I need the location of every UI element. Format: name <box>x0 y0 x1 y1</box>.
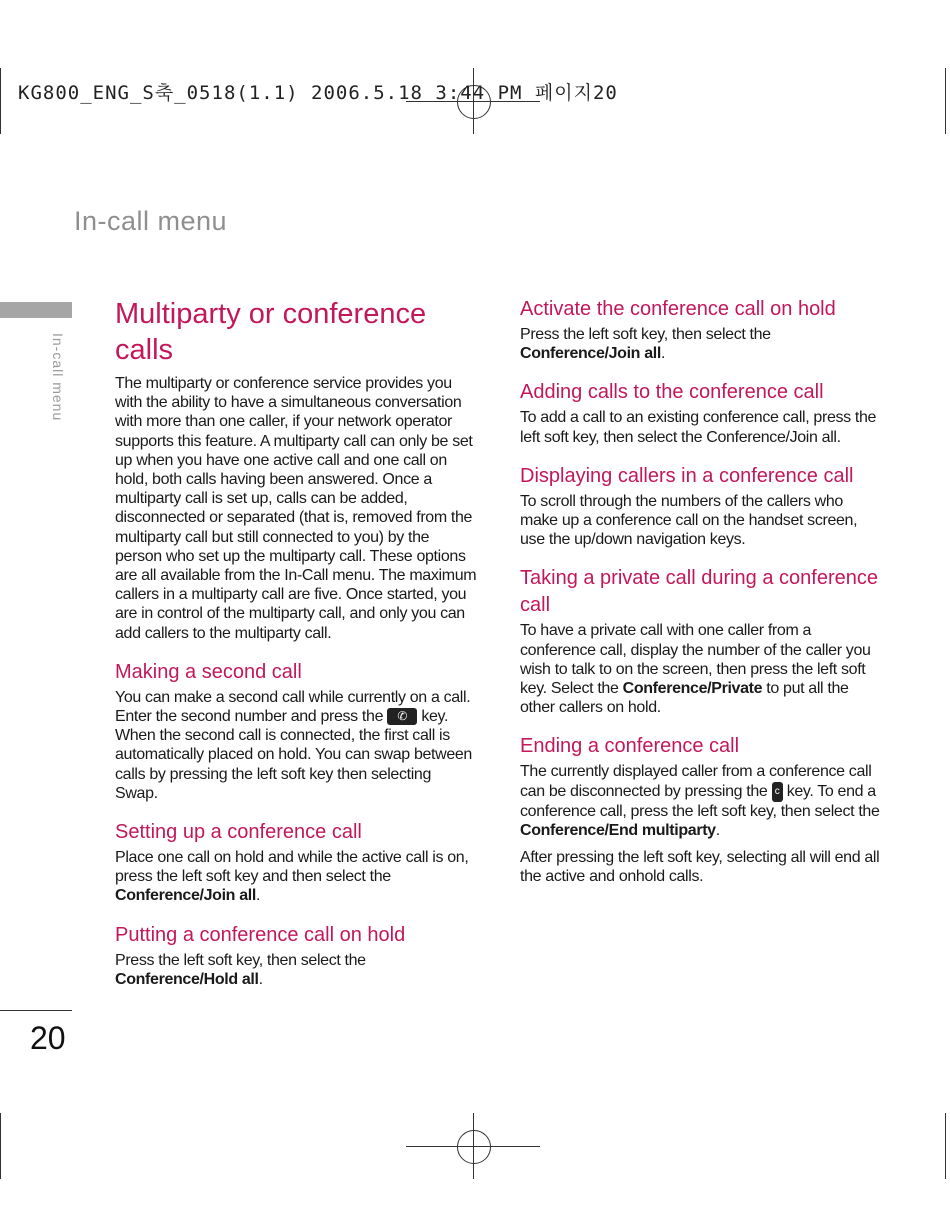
displaying-heading: Displaying callers in a conference call <box>520 464 854 487</box>
making-second-call-section <box>115 659 477 803</box>
private-call-paragraph: To have a private call with one caller from a conference call, display the number of the caller you wish to talk to on the screen, then press the left soft key. Select the Conference/Private to put all the other callers on hold. <box>520 622 871 717</box>
setting-up-heading: Setting up a conference call <box>115 821 362 844</box>
page-number: 20 <box>30 1020 66 1056</box>
setting-up-paragraph: Place one call on hold and while the active call is on, press the left soft key and then select the Conference/Join all. <box>115 849 469 905</box>
menu-path: Conference/Join all <box>115 887 256 905</box>
intro-paragraph: The multiparty or conference service provides you with the ability to have a simultaneous conversation with more than one caller, if your network operator supports this feature. A multiparty call can only be set up when you have one active call and one call on hold, both calls having been answered. Once a multiparty call is set up, calls can be added, disconnected or separated (that is, removed from the multiparty call but still connected to you) by the person who set up the multiparty call. These options are all available from the In-Call menu. The maximum callers in a multiparty call are five. Once started, you are in control of the multiparty call, and only you can add callers to the multiparty call. <box>115 375 477 642</box>
putting-on-hold-heading: Putting a conference call on hold <box>115 923 406 946</box>
displaying-paragraph: To scroll through the numbers of the callers who make up a conference call on the handset screen, use the up/down navigation keys. <box>520 492 858 549</box>
registration-circle-bottom <box>457 1130 491 1164</box>
menu-path: Conference/Hold all <box>115 970 259 988</box>
left-column <box>115 296 477 1005</box>
side-tab-label: In-call menu <box>50 333 66 422</box>
adding-section <box>520 379 882 446</box>
clear-key-icon: c <box>772 782 783 802</box>
putting-on-hold-section <box>115 922 477 989</box>
section-header: In-call menu <box>74 206 228 236</box>
ending-paragraph: The currently displayed caller from a conference call can be disconnected by pressing the c key. To end a conference call, press the left soft key, then select the Conference/End multiparty. <box>520 763 880 839</box>
adding-heading: Adding calls to the conference call <box>520 381 824 404</box>
right-column <box>520 296 882 902</box>
setting-up-section <box>115 819 477 906</box>
activate-paragraph: Press the left soft key, then select the Conference/Join all. <box>520 326 771 363</box>
crop-mark-bottom-right <box>945 1113 946 1179</box>
intro-section <box>115 374 477 643</box>
private-call-section <box>520 565 882 717</box>
print-slug: KG800_ENG_S축_0518(1.1) 2006.5.18 3:44 PM 페이지20 <box>18 82 618 104</box>
making-second-call-heading: Making a second call <box>115 660 302 683</box>
ending-section <box>520 733 882 886</box>
menu-path: Conference/Private <box>622 680 763 698</box>
side-tab-bar <box>0 302 72 318</box>
menu-path: Conference/Join all <box>520 345 661 363</box>
private-call-heading: Taking a private call during a conference call <box>520 567 878 617</box>
crop-mark-top-left <box>0 68 1 134</box>
displaying-section <box>520 463 882 550</box>
menu-path: Conference/End multiparty <box>520 821 716 839</box>
page-number-rule <box>0 1010 72 1011</box>
send-key-icon: ✆ <box>387 708 417 725</box>
page-title: Multiparty or conference calls <box>115 298 427 366</box>
activate-heading: Activate the conference call on hold <box>520 298 836 320</box>
activate-section <box>520 296 882 363</box>
crop-mark-top-right <box>945 68 946 134</box>
making-second-call-paragraph: You can make a second call while currently on a call. Enter the second number and press the ✆ key. When the second call is connected, the first call is automatically placed on hold. You can swap between calls by pressing the left soft key then selecting Swap. <box>115 688 472 802</box>
ending-note: After pressing the left soft key, selecting all will end all the active and onhold calls. <box>520 849 880 886</box>
ending-heading: Ending a conference call <box>520 735 740 758</box>
adding-paragraph: To add a call to an existing conference call, press the left soft key, then select the Conference/Join all. <box>520 409 877 446</box>
putting-on-hold-paragraph: Press the left soft key, then select the Conference/Hold all. <box>115 951 366 988</box>
crop-mark-bottom-left <box>0 1113 1 1179</box>
